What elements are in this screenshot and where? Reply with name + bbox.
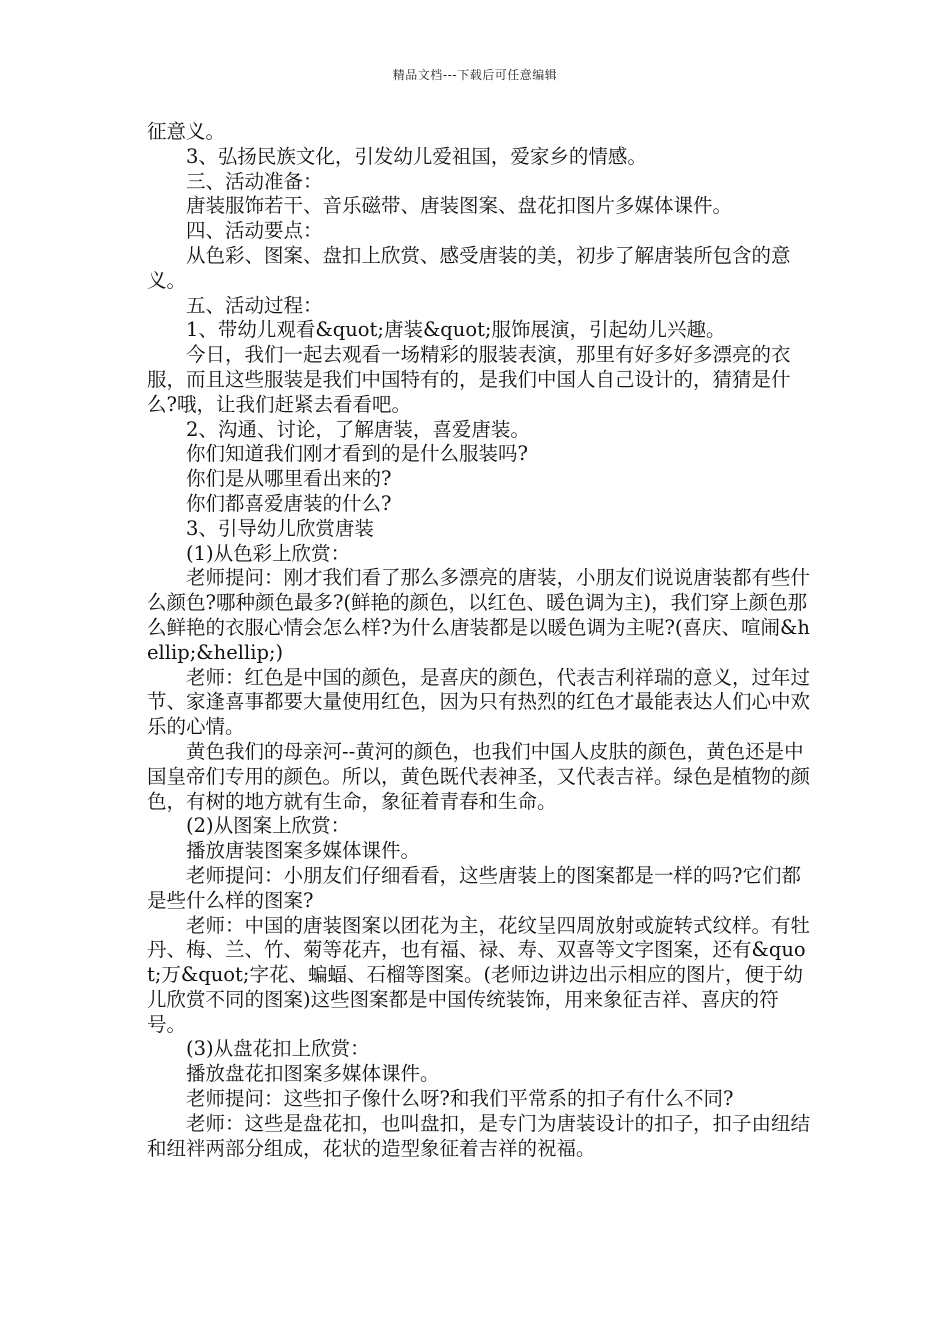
paragraph: (2)从图案上欣赏： <box>186 814 351 838</box>
paragraph: 3、引导幼儿欣赏唐装 <box>186 516 374 540</box>
paragraph: 播放盘花扣图案多媒体课件。 <box>186 1062 440 1086</box>
paragraph: 老师：中国的唐装图案以团花为主，花纹呈四周放射或旋转式纹样。有牡丹、梅、兰、竹、菊等花卉，也有福、禄、寿、双喜等文字图案，还有&quot;万&quot;字花、蝙蝠、石榴等图案。(老师边讲边出示相应的图片，便于幼儿欣赏不同的图案)这些图案都是中国传统装饰，用来象征吉祥、喜庆的符号。 <box>147 913 811 1036</box>
paragraph: 老师：红色是中国的颜色，是喜庆的颜色，代表吉利祥瑞的意义，过年过节、家逢喜事都要大量使用红色，因为只有热烈的红色才最能表达人们心中欢乐的心情。 <box>147 665 811 739</box>
paragraph: (1)从色彩上欣赏： <box>186 541 351 565</box>
paragraph: 三、活动准备： <box>186 169 323 193</box>
paragraph: 老师提问：刚才我们看了那么多漂亮的唐装，小朋友们说说唐装都有些什么颜色?哪种颜色最多?(鲜艳的颜色，以红色、暖色调为主)，我们穿上颜色那么鲜艳的衣服心情会怎么样?为什么唐装都是以暖色调为主呢?(喜庆、喧闹&hellip;&hellip;) <box>147 566 811 664</box>
paragraph: 老师提问：小朋友们仔细看看，这些唐装上的图案都是一样的吗?它们都是些什么样的图案? <box>147 863 801 912</box>
paragraph: 1、带幼儿观看&quot;唐装&quot;服饰展演，引起幼儿兴趣。 <box>186 318 726 342</box>
paragraph: (3)从盘花扣上欣赏： <box>186 1037 370 1061</box>
paragraph: 今日，我们一起去观看一场精彩的服装表演，那里有好多好多漂亮的衣服，而且这些服装是我们中国特有的，是我们中国人自己设计的，猜猜是什么?哦，让我们赶紧去看看吧。 <box>147 343 791 416</box>
page-header: 精品文档---下载后可任意编辑 <box>392 68 558 82</box>
paragraph: 四、活动要点： <box>186 219 323 243</box>
paragraph: 2、沟通、讨论，了解唐装，喜爱唐装。 <box>186 417 530 441</box>
paragraph: 你们知道我们刚才看到的是什么服装吗? <box>186 442 528 466</box>
paragraph: 唐装服饰若干、音乐磁带、唐装图案、盘花扣图片多媒体课件。 <box>186 194 733 218</box>
paragraph: 老师提问：这些扣子像什么呀?和我们平常系的扣子有什么不同? <box>186 1087 734 1111</box>
paragraph: 你们是从哪里看出来的? <box>186 467 392 491</box>
paragraph: 你们都喜爱唐装的什么? <box>186 491 392 515</box>
paragraph: 从色彩、图案、盘扣上欣赏、感受唐装的美，初步了解唐装所包含的意义。 <box>147 243 791 292</box>
paragraph: 播放唐装图案多媒体课件。 <box>186 839 421 863</box>
paragraph: 黄色我们的母亲河--黄河的颜色，也我们中国人皮肤的颜色，黄色还是中国皇帝们专用的颜色。所以，黄色既代表神圣，又代表吉祥。绿色是植物的颜色，有树的地方就有生命，象征着青春和生命。 <box>147 739 811 813</box>
paragraph: 老师：这些是盘花扣，也叫盘扣，是专门为唐装设计的扣子，扣子由纽结和纽袢两部分组成，花状的造型象征着吉祥的祝福。 <box>147 1111 811 1160</box>
paragraph: 3、弘扬民族文化，引发幼儿爱祖国，爱家乡的情感。 <box>186 144 647 168</box>
document-body <box>147 120 812 1161</box>
paragraph: 五、活动过程： <box>186 293 323 317</box>
paragraph: 征意义。 <box>147 120 226 143</box>
